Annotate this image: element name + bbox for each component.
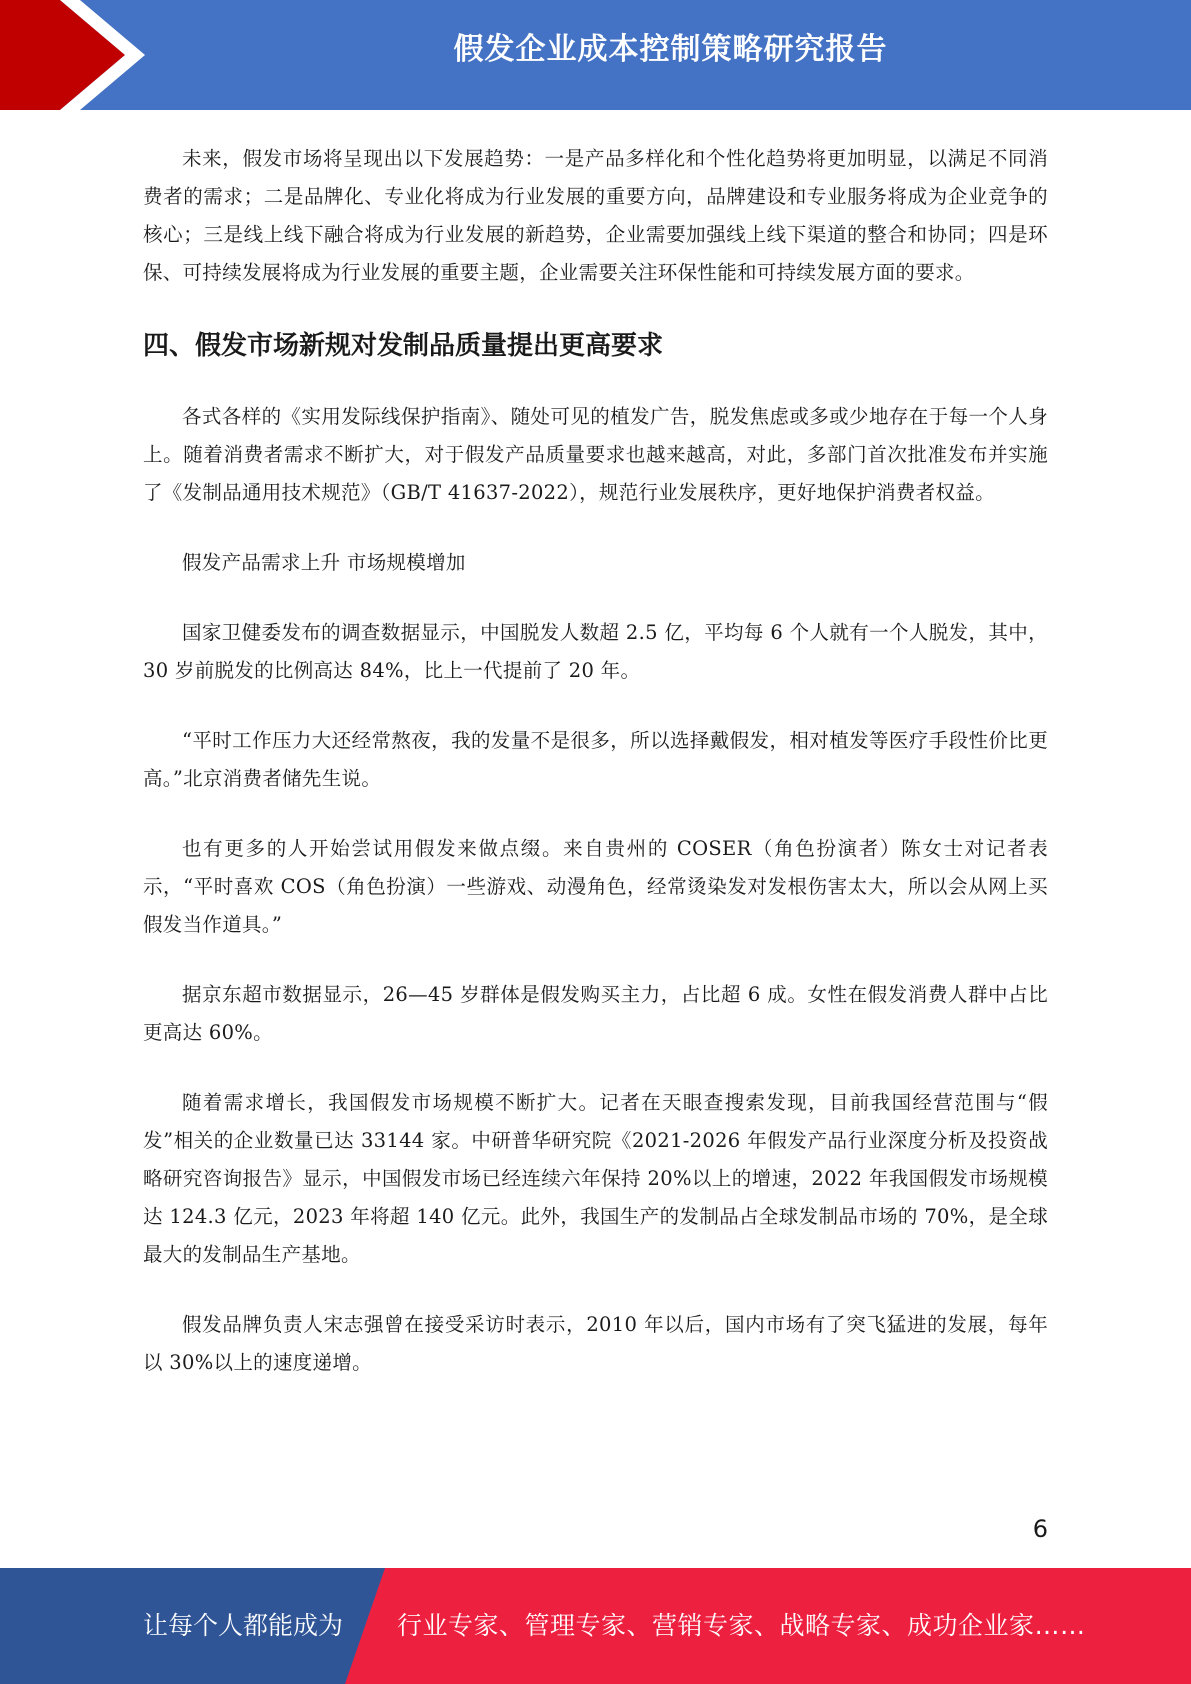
- report-title: 假发企业成本控制策略研究报告: [453, 32, 888, 67]
- paragraph-brand-growth: 假发品牌负责人宋志强曾在接受采访时表示，2010 年以后，国内市场有了突飞猛进的发展，每年以 30%以上的速度递增。: [143, 1313, 1048, 1374]
- page-footer: [0, 1568, 1191, 1684]
- page-header: [0, 0, 1191, 110]
- subheading-demand-rise: 假发产品需求上升 市场规模增加: [182, 551, 466, 574]
- paragraph-consumer-quote: “平时工作压力大还经常熬夜，我的发量不是很多，所以选择戴假发，相对植发等医疗手段性价比更高。”北京消费者储先生说。: [143, 729, 1048, 790]
- intro-paragraph: 未来，假发市场将呈现出以下发展趋势：一是产品多样化和个性化趋势将更加明显，以满足不同消费者的需求；二是品牌化、专业化将成为行业发展的重要方向，品牌建设和专业服务将成为企业竞争的核心；三是线上线下融合将成为行业发展的新趋势，企业需要加强线上线下渠道的整合和协同；四是环保、可持续发展将成为行业发展的重要主题，企业需要关注环保性能和可持续发展方面的要求。: [143, 147, 1048, 284]
- page-number: 6: [1032, 1515, 1048, 1543]
- paragraph-new-regulation: 各式各样的《实用发际线保护指南》、随处可见的植发广告，脱发焦虑或多或少地存在于每一个人身上。随着消费者需求不断扩大，对于假发产品质量要求也越来越高，对此，多部门首次批准发布并实施了《发制品通用技术规范》（GB/T 41637-2022），规范行业发展秩序，更好地保护消费者权益。: [143, 405, 1048, 504]
- header-chevron-decoration: [0, 0, 200, 110]
- paragraph-market-size: 随着需求增长，我国假发市场规模不断扩大。记者在天眼查搜索发现，目前我国经营范围与“假发”相关的企业数量已达 33144 家。中研普华研究院《2021-2026 年假发产品行业深度分析及投资战略研究咨询报告》显示，中国假发市场已经连续六年保持 20%以上的增速，2022 年我国假发市场规模达 124.3 亿元，2023 年将超 140 亿元。此外，我国生产的发制品占全球发制品市场的 70%，是全球最大的发制品生产基地。: [143, 1091, 1048, 1266]
- paragraph-coser: 也有更多的人开始尝试用假发来做点缀。来自贵州的 COSER（角色扮演者）陈女士对记者表示，“平时喜欢 COS（角色扮演）一些游戏、动漫角色，经常烫染发对发根伤害太大，所以会从网上买假发当作道具。”: [143, 837, 1048, 936]
- document-body: [143, 140, 1048, 1382]
- paragraph-hair-loss-stats: 国家卫健委发布的调查数据显示，中国脱发人数超 2.5 亿，平均每 6 个人就有一个人脱发，其中，30 岁前脱发的比例高达 84%，比上一代提前了 20 年。: [143, 621, 1048, 682]
- footer-slogan-right: 行业专家、管理专家、营销专家、战略专家、成功企业家……: [397, 1611, 1086, 1640]
- section-heading: 四、假发市场新规对发制品质量提出更高要求: [143, 331, 664, 361]
- footer-slogan-left: 让每个人都能成为: [143, 1611, 344, 1640]
- paragraph-jd-data: 据京东超市数据显示，26—45 岁群体是假发购买主力，占比超 6 成。女性在假发消费人群中占比更高达 60%。: [143, 983, 1048, 1044]
